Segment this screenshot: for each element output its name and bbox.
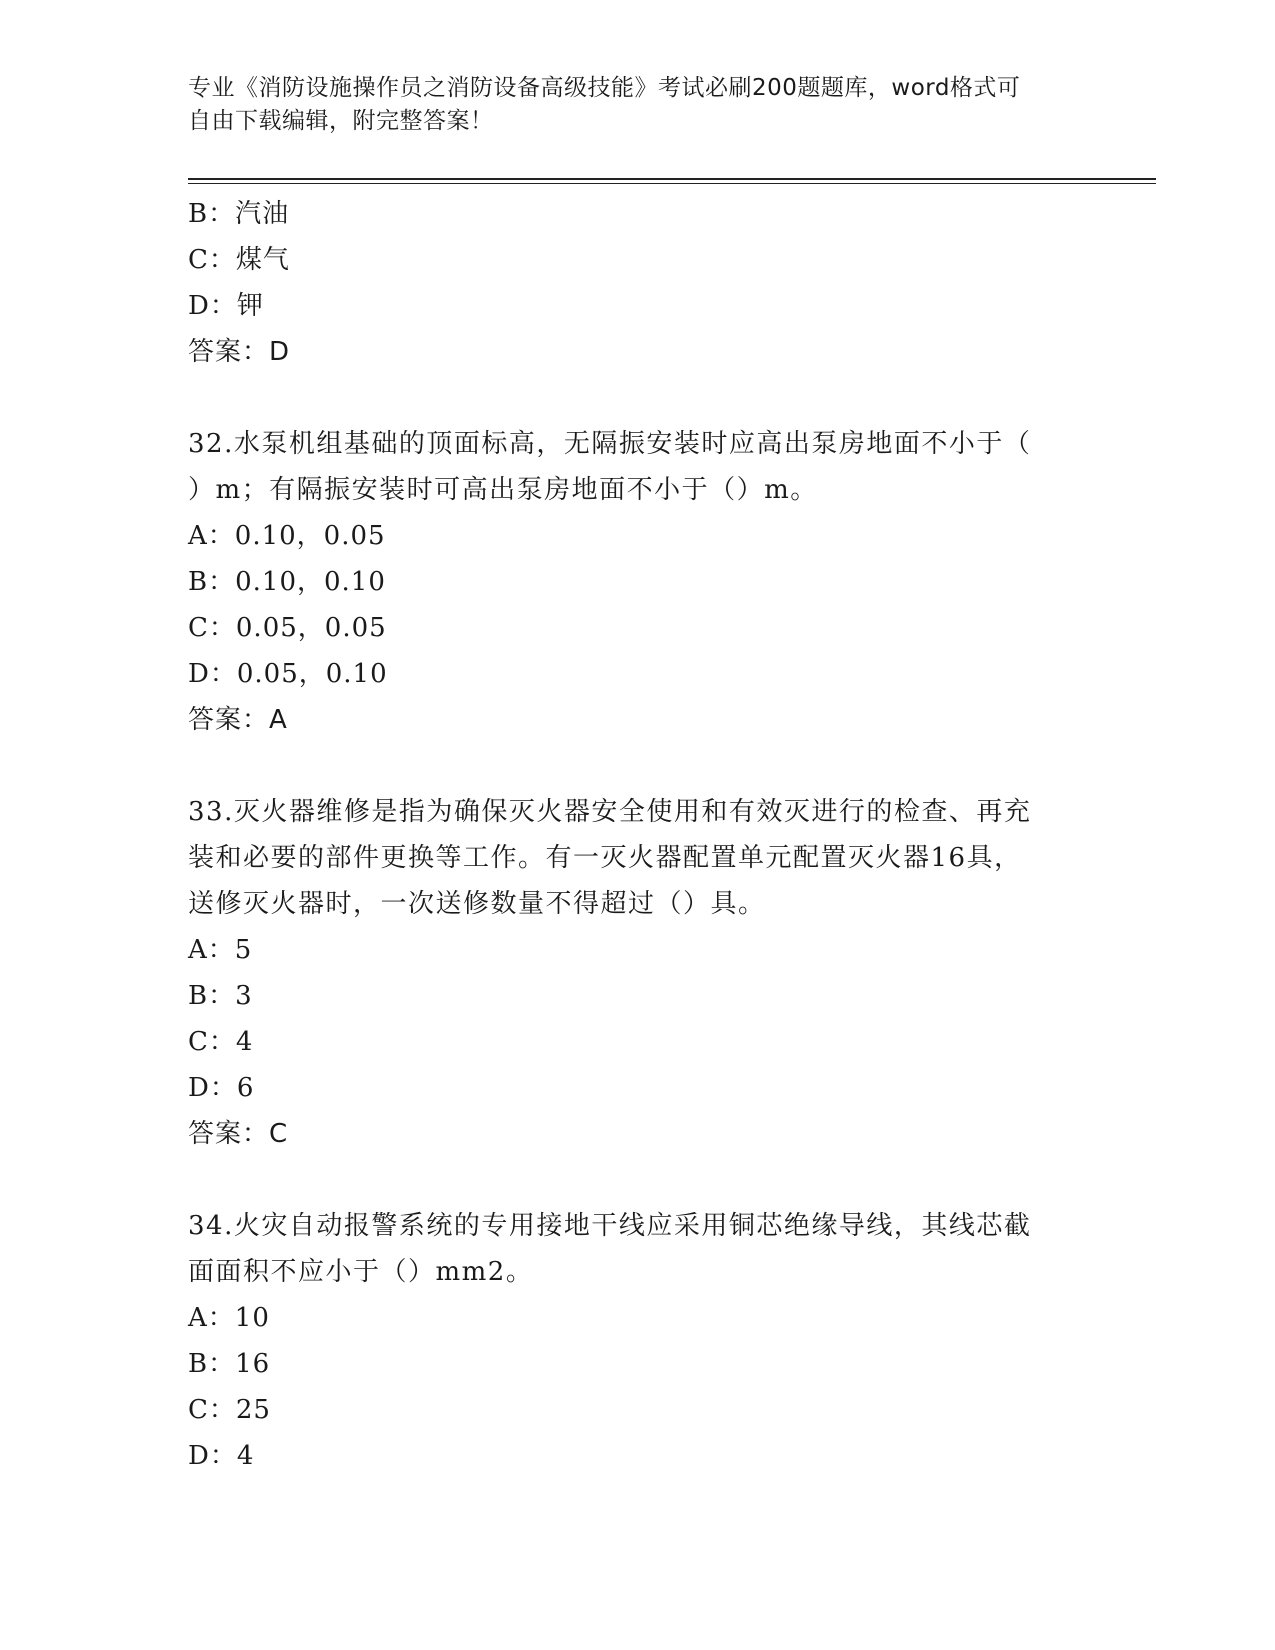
- answer: 答案：D: [188, 337, 291, 367]
- option-d: D：6: [188, 1073, 255, 1103]
- question-text-line: 33.灭火器维修是指为确保灭火器安全使用和有效灭进行的检查、再充: [188, 797, 1032, 827]
- option-c: C：0.05，0.05: [188, 613, 387, 643]
- option-a: A：5: [188, 935, 253, 965]
- answer: 答案：C: [188, 1119, 289, 1149]
- question-list: [188, 191, 1088, 1479]
- question-32: [188, 421, 1088, 743]
- question-text-line: 送修灭火器时，一次送修数量不得超过（）具。: [188, 889, 766, 919]
- question-34: [188, 1203, 1088, 1479]
- question-text-line: ）m；有隔振安装时可高出泵房地面不小于（）m。: [188, 475, 818, 505]
- option-b: B：16: [188, 1349, 271, 1379]
- question-33: [188, 789, 1088, 1157]
- option-c: C：煤气: [188, 245, 290, 275]
- option-a: A：0.10，0.05: [188, 521, 386, 551]
- question-text-line: 32.水泵机组基础的顶面标高，无隔振安装时应高出泵房地面不小于（: [188, 429, 1032, 459]
- option-b: B：汽油: [188, 199, 290, 229]
- option-b: B：3: [188, 981, 253, 1011]
- option-c: C：4: [188, 1027, 254, 1057]
- option-d: D：4: [188, 1441, 255, 1471]
- question-text-line: 装和必要的部件更换等工作。有一灭火器配置单元配置灭火器16具，: [188, 843, 1022, 873]
- question-text-line: 面面积不应小于（）mm2。: [188, 1257, 534, 1287]
- option-b: B：0.10，0.10: [188, 567, 386, 597]
- header-divider-thick: [188, 178, 1156, 180]
- header-line-2: 自由下载编辑，附完整答案！: [188, 108, 494, 134]
- answer: 答案：A: [188, 705, 288, 735]
- option-a: A：10: [188, 1303, 270, 1333]
- option-d: D：钾: [188, 291, 264, 321]
- header-divider-thin: [188, 183, 1156, 184]
- option-c: C：25: [188, 1395, 271, 1425]
- question-text-line: 34.火灾自动报警系统的专用接地干线应采用铜芯绝缘导线，其线芯截: [188, 1211, 1032, 1241]
- option-d: D：0.05，0.10: [188, 659, 388, 689]
- header-line-1: 专业《消防设施操作员之消防设备高级技能》考试必刷200题题库，word格式可: [188, 75, 1021, 101]
- question-31-continued: [188, 191, 1088, 375]
- document-header: [188, 72, 1068, 138]
